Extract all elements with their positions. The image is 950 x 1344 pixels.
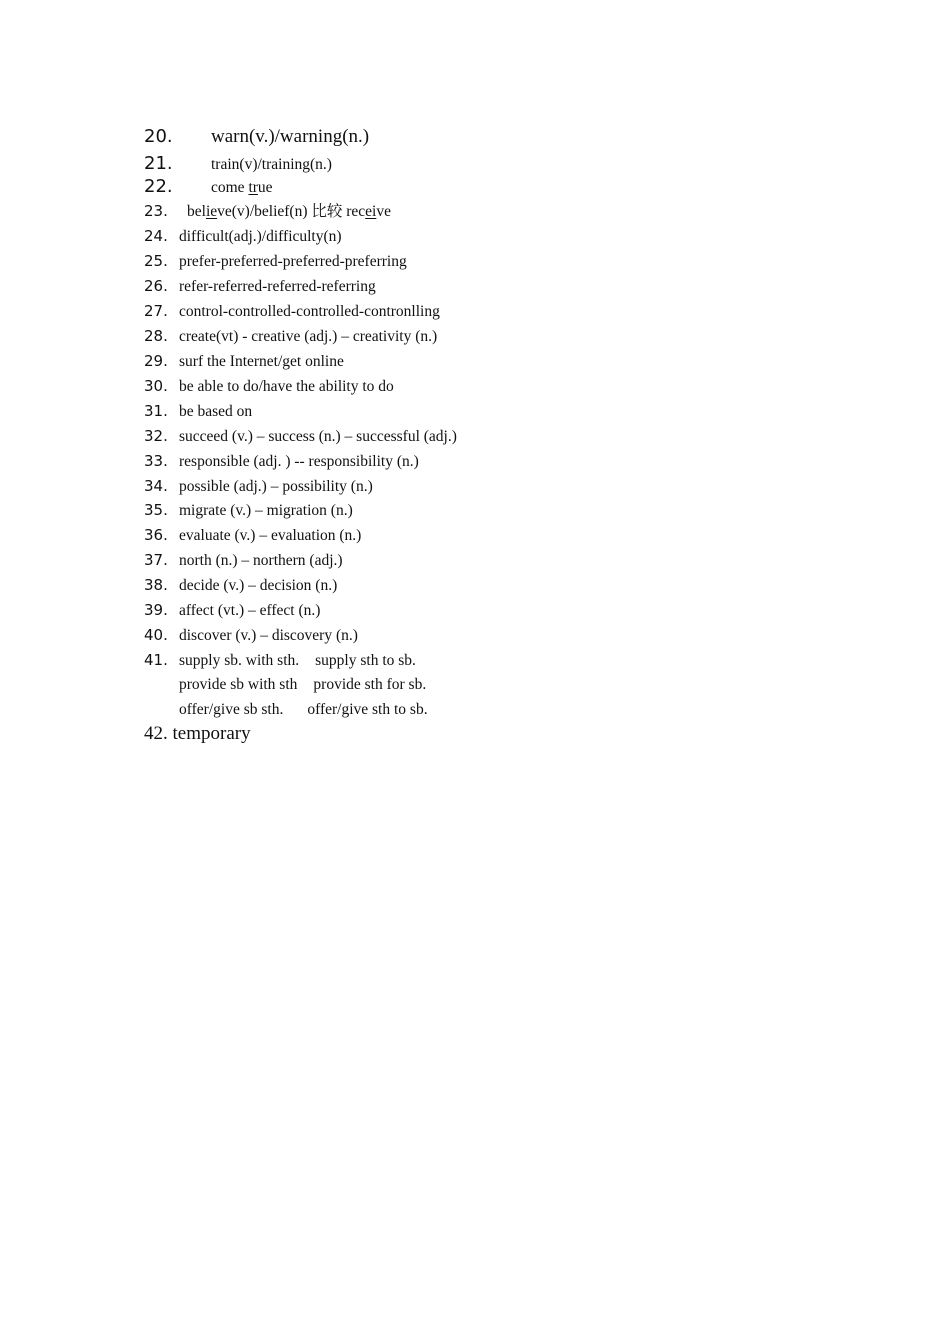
list-item <box>144 326 437 347</box>
list-item <box>144 600 320 621</box>
item-text: affect (vt.) – effect (n.) <box>179 602 321 619</box>
item-text: decide (v.) – decision (n.) <box>179 577 338 594</box>
item-text: warn(v.)/warning(n.) <box>211 126 370 147</box>
list-item <box>144 650 416 671</box>
item-text: offer/give sb sth. offer/give sth to sb. <box>179 701 428 718</box>
item-number: 21. <box>144 153 173 174</box>
list-item <box>144 722 251 746</box>
item-number: 37. <box>144 551 168 569</box>
item-text: difficult(adj.)/difficulty(n) <box>179 228 342 245</box>
item-text: responsible (adj. ) -- responsibility (n.) <box>179 453 419 470</box>
item-text: refer-referred-referred-referring <box>179 278 376 295</box>
item-number: 20. <box>144 126 173 147</box>
item-text: prefer-preferred-preferred-preferring <box>179 253 407 270</box>
list-item <box>144 351 344 372</box>
item-number: 25. <box>144 252 168 270</box>
item-number: 38. <box>144 576 168 594</box>
list-item <box>144 575 337 596</box>
list-item <box>144 251 407 272</box>
item-text: discover (v.) – discovery (n.) <box>179 627 358 644</box>
list-item <box>144 201 391 222</box>
item-text: come true <box>211 179 273 196</box>
item-number: 36. <box>144 526 168 544</box>
item-text: control-controlled-controlled-contronlling <box>179 303 440 320</box>
item-number: 31. <box>144 402 168 420</box>
list-item <box>144 301 440 322</box>
list-item <box>144 152 332 176</box>
item-number: 22. <box>144 176 173 197</box>
item-number: 41. <box>144 651 168 669</box>
item-number: 40. <box>144 626 168 644</box>
item-number: 23. <box>144 202 168 220</box>
item-text: create(vt) - creative (adj.) – creativity (n.) <box>179 328 438 345</box>
item-number: 29. <box>144 352 168 370</box>
item-number: 32. <box>144 427 168 445</box>
list-item <box>144 550 343 571</box>
list-item-continuation <box>179 700 428 720</box>
list-item <box>144 451 419 472</box>
item-text: be able to do/have the ability to do <box>179 378 394 395</box>
item-number: 33. <box>144 452 168 470</box>
item-number: 27. <box>144 302 168 320</box>
item-text: possible (adj.) – possibility (n.) <box>179 478 373 495</box>
list-item <box>144 525 361 546</box>
list-item-continuation <box>179 675 426 695</box>
item-text: migrate (v.) – migration (n.) <box>179 502 353 519</box>
item-text: supply sb. with sth. supply sth to sb. <box>179 652 416 669</box>
item-text: evaluate (v.) – evaluation (n.) <box>179 527 362 544</box>
list-item <box>144 376 394 397</box>
item-number: 28. <box>144 327 168 345</box>
list-item <box>144 426 457 447</box>
list-item <box>144 476 373 497</box>
list-item <box>144 500 353 521</box>
item-number: 30. <box>144 377 168 395</box>
item-text: 42. temporary <box>144 723 251 744</box>
item-number: 35. <box>144 501 168 519</box>
item-text: surf the Internet/get online <box>179 353 344 370</box>
list-item <box>144 276 376 297</box>
item-text: believe(v)/belief(n) 比较 receive <box>187 203 391 220</box>
item-text: north (n.) – northern (adj.) <box>179 552 343 569</box>
item-number: 24. <box>144 227 168 245</box>
item-text: be based on <box>179 403 253 420</box>
list-item <box>144 401 252 422</box>
item-number: 26. <box>144 277 168 295</box>
item-text: train(v)/training(n.) <box>211 156 332 173</box>
item-text: provide sb with sth provide sth for sb. <box>179 676 427 693</box>
list-item <box>144 226 342 247</box>
list-item <box>144 177 273 198</box>
item-text: succeed (v.) – success (n.) – successful (adj.) <box>179 428 457 445</box>
list-item <box>144 125 369 149</box>
item-number: 34. <box>144 477 168 495</box>
list-item <box>144 625 358 646</box>
item-number: 39. <box>144 601 168 619</box>
